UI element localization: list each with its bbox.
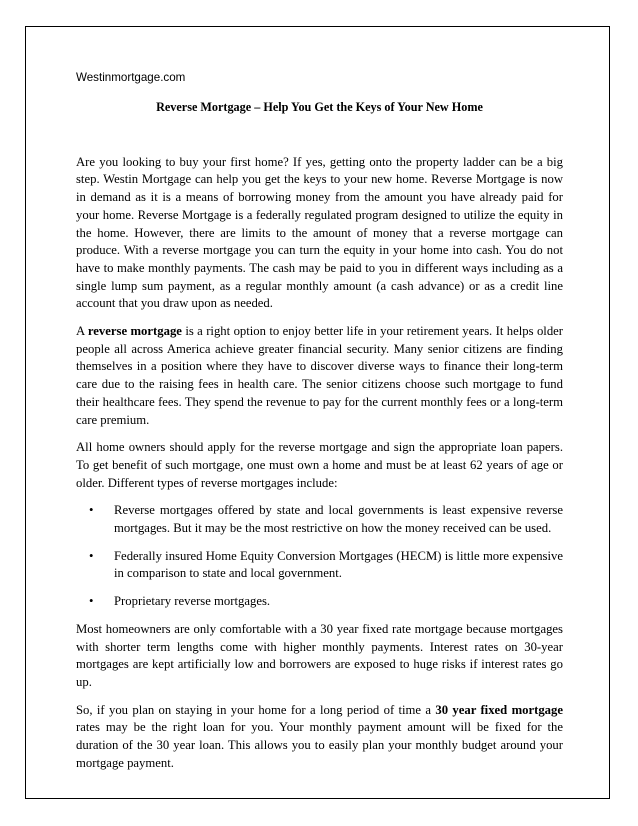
paragraph-text: is a right option to enjoy better life in your retirement years. It helps older people all across America achieve greater financial security. Many senior citizens are finding themselves in a position where they have to discover diverse ways to finance their long-term care due to the raising fees in health care. The senior citizens choose such mortgage to fund their healthcare fees. They spend the revenue to pay for the current monthly fees or a long-term care premium. <box>76 324 564 427</box>
paragraph-text: rates may be the right loan for you. Your monthly payment amount will be fixed for the duration of the 30 year loan. This allows you to easily plan your monthly budget around your mortgage payment. <box>76 720 563 770</box>
paragraph-conclusion <box>76 702 563 773</box>
list-item <box>76 502 563 537</box>
bullet-icon: • <box>89 548 94 563</box>
paragraph-text: So, if you plan on staying in your home for a long period of time a <box>76 702 436 717</box>
bold-term-reverse-mortgage: reverse mortgage <box>87 324 182 339</box>
document-content <box>76 70 563 783</box>
list-item-text: Reverse mortgages offered by state and local governments is least expensive reverse mortgages. But it may be the most restrictive on how the money received can be used. <box>114 503 563 536</box>
list-item-text: Proprietary reverse mortgages. <box>114 594 271 609</box>
bold-term-30-year-fixed: 30 year fixed mortgage <box>435 702 564 717</box>
list-item-text: Federally insured Home Equity Conversion Mortgages (HECM) is little more expensive in comparison to state and local government. <box>114 548 563 581</box>
list-item <box>76 548 563 583</box>
mortgage-types-list <box>76 502 563 611</box>
bullet-icon: • <box>89 503 94 518</box>
paragraph-intro: Are you looking to buy your first home? If yes, getting onto the property ladder can be a big step. Westin Mortgage can help you get the keys to your new home. Reverse Mortgage is now in demand as it is a means of borrowing money from the amount you have already paid for your home. Reverse Mortgage is a federally regulated program designed to utilize the equity in the home. However, there are limits to the amount of money that a reverse mortgage can produce. With a reverse mortgage you can turn the equity in your home into cash. You do not have to make monthly payments. The cash may be paid to you in different ways including as a single lump sum payment, as a regular monthly amount (a cash advance) or as a credit line account that you draw upon as needed. <box>76 154 563 311</box>
paragraph-reverse-mortgage <box>76 323 563 429</box>
document-title: Reverse Mortgage – Help You Get the Keys of Your New Home <box>156 100 483 114</box>
paragraph-eligibility: All home owners should apply for the reverse mortgage and sign the appropriate loan papers. To get benefit of such mortgage, one must own a home and must be at least 62 years of age or older. Different types of reverse mortgages include: <box>76 440 563 490</box>
bullet-icon: • <box>89 594 94 609</box>
site-name: Westinmortgage.com <box>76 71 186 84</box>
paragraph-text: A <box>76 324 88 339</box>
list-item <box>76 593 563 611</box>
paragraph-fixed-rate: Most homeowners are only comfortable with a 30 year fixed rate mortgage because mortgages with shorter term lengths come with higher monthly payments. Interest rates on 30-year mortgages are kept artificially low and borrowers are exposed to huge risks if interest rates go up. <box>76 621 563 689</box>
